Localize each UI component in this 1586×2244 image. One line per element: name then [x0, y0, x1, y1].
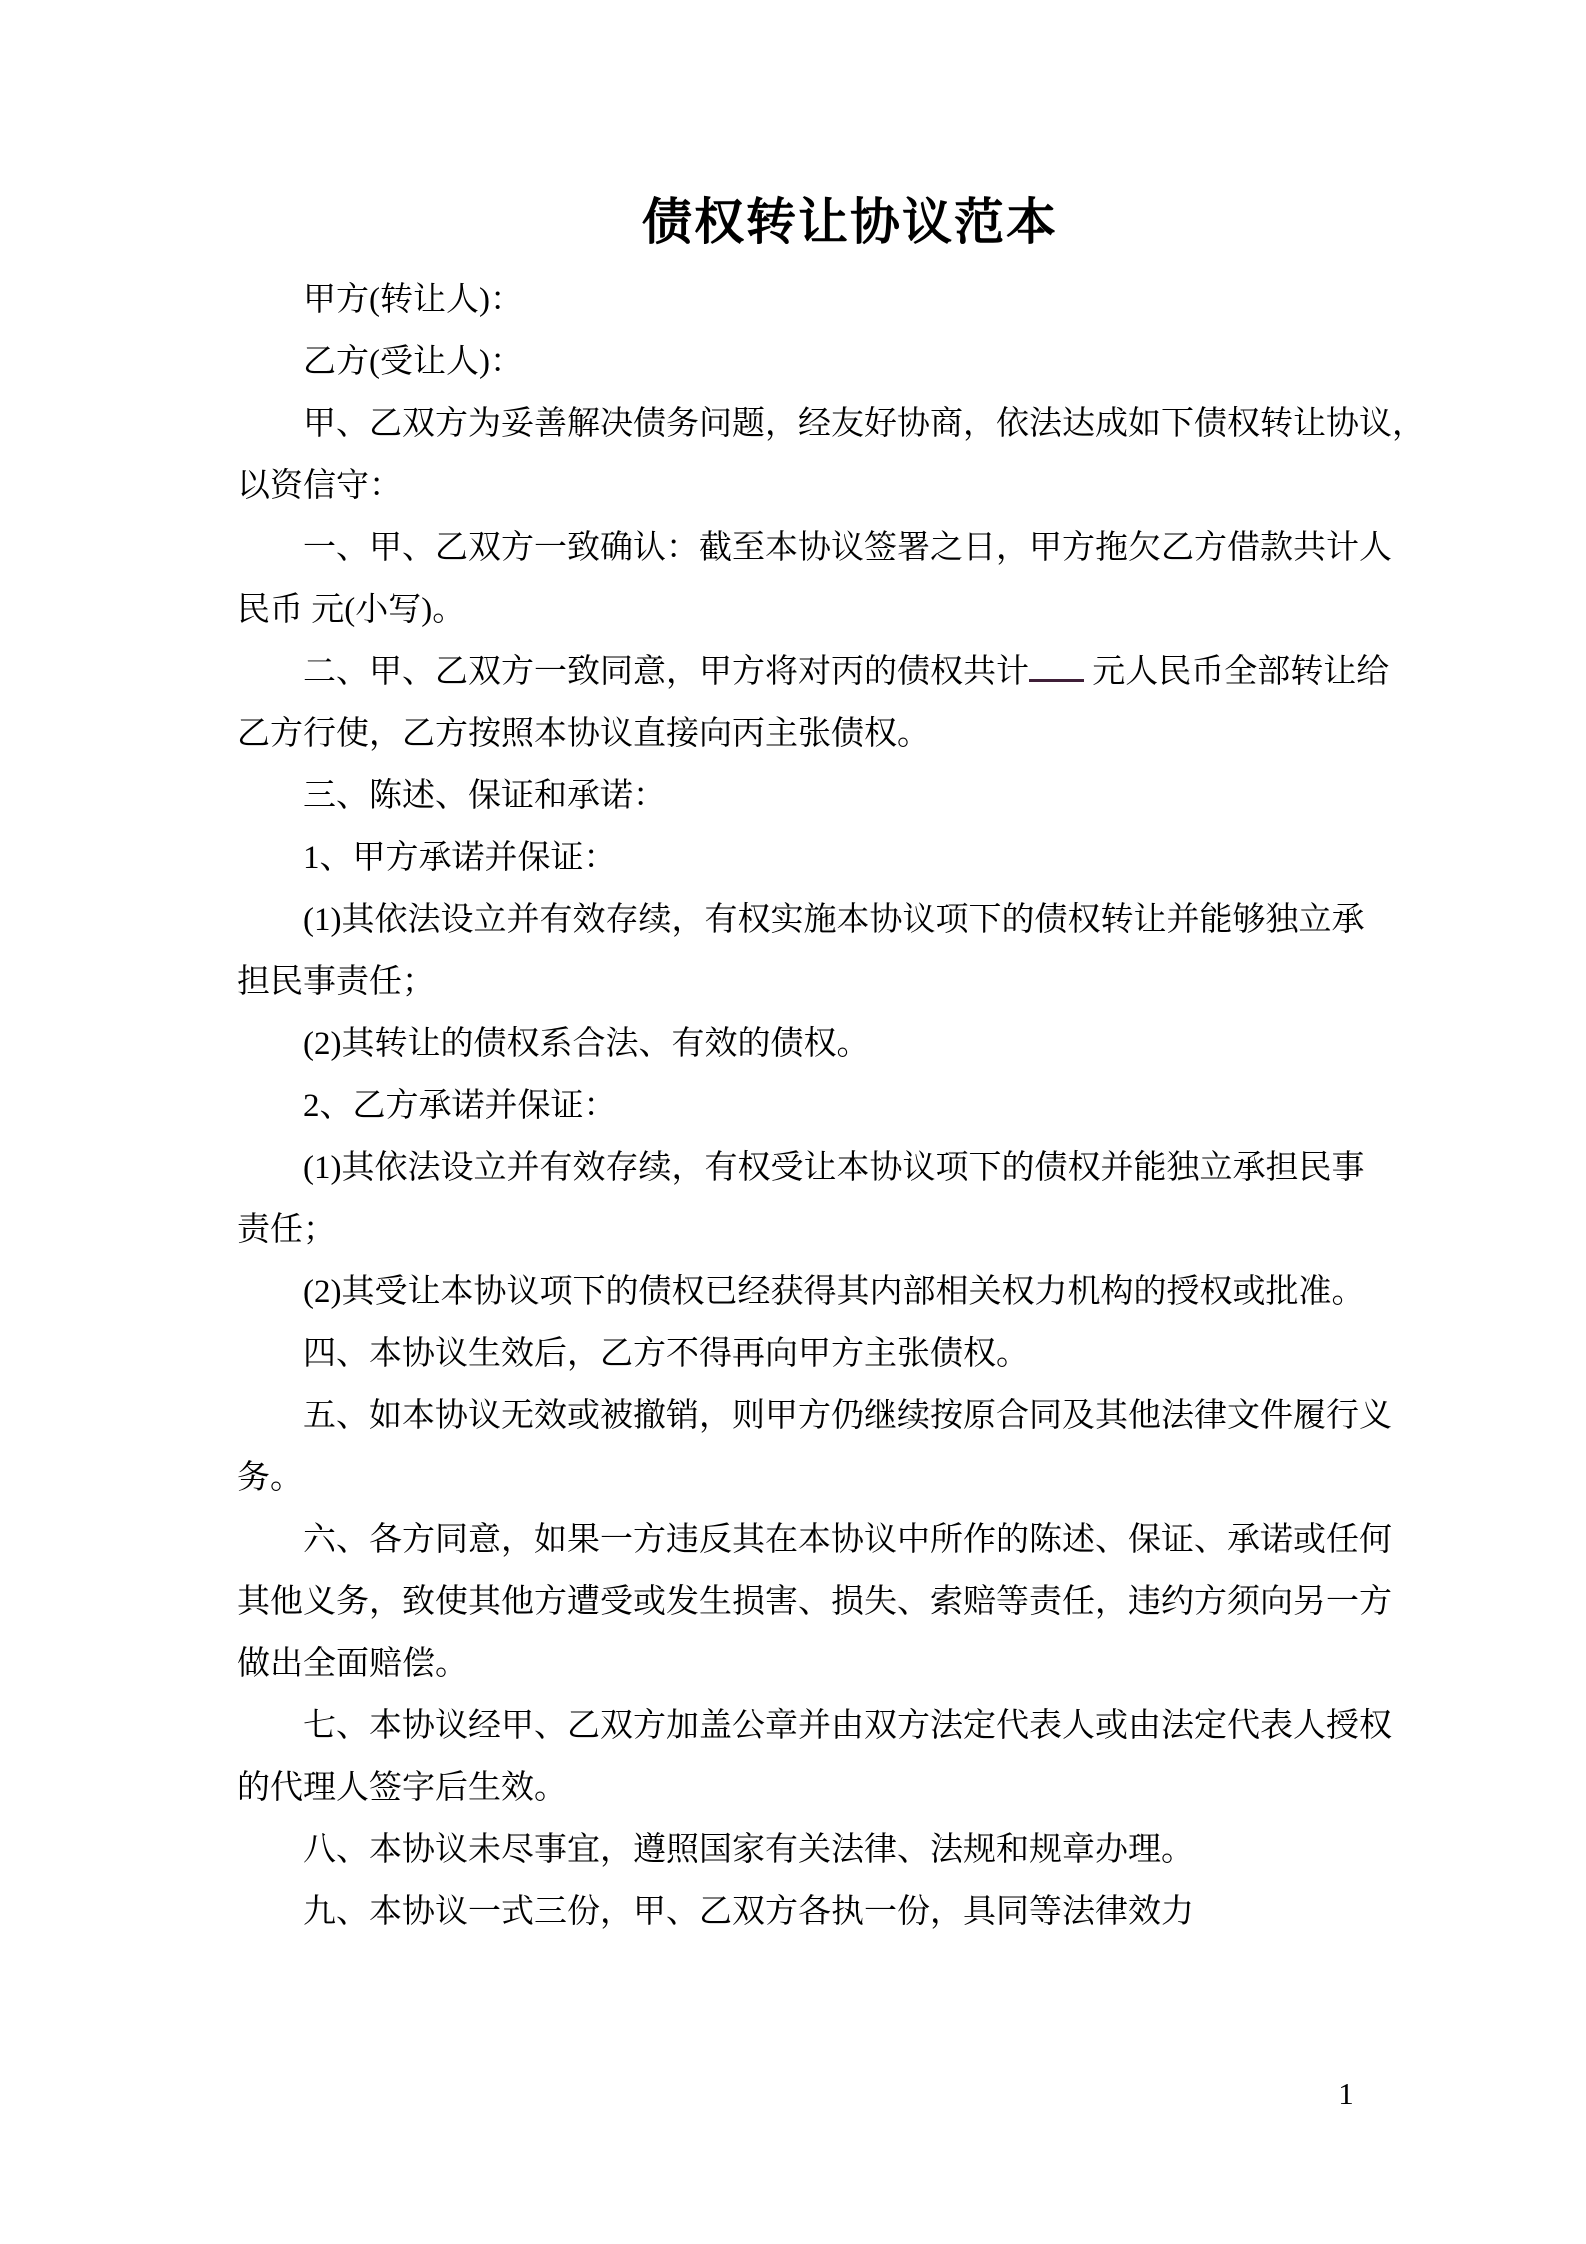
document-line: 务。 [237, 1460, 303, 1496]
document-line: 三、陈述、保证和承诺： [303, 778, 666, 814]
document-line: 五、如本协议无效或被撤销，则甲方仍继续按原合同及其他法律文件履行义 [303, 1398, 1392, 1434]
document-line: 乙方行使，乙方按照本协议直接向丙主张债权。 [237, 716, 930, 752]
document-line: 2、乙方承诺并保证： [303, 1088, 617, 1124]
document-line: 九、本协议一式三份，甲、乙双方各执一份，具同等法律效力 [303, 1894, 1194, 1930]
document-line: 做出全面赔偿。 [237, 1646, 468, 1682]
document-line: 一、甲、乙双方一致确认：截至本协议签署之日，甲方拖欠乙方借款共计人 [303, 530, 1392, 566]
document-line: 的代理人签字后生效。 [237, 1770, 567, 1806]
document-title: 债权转让协议范本 [642, 194, 1058, 250]
document-line: 八、本协议未尽事宜，遵照国家有关法律、法规和规章办理。 [303, 1832, 1194, 1868]
document-line: 以资信守： [237, 468, 402, 504]
document-line: 六、各方同意，如果一方违反其在本协议中所作的陈述、保证、承诺或任何 [303, 1522, 1392, 1558]
document-line: 担民事责任； [237, 964, 435, 1000]
document-line: 责任； [237, 1212, 336, 1248]
document-line: 乙方(受让人)： [303, 344, 523, 380]
document-line: 七、本协议经甲、乙双方加盖公章并由双方法定代表人或由法定代表人授权 [303, 1708, 1392, 1744]
document-line: 二、甲、乙双方一致同意，甲方将对丙的债权共计 元人民币全部转让给 [303, 654, 1390, 690]
page-number: 1 [1338, 2076, 1354, 2111]
fill-in-blank-underline [1029, 675, 1084, 682]
document-line: 甲、乙双方为妥善解决债务问题，经友好协商，依法达成如下债权转让协议， [303, 406, 1425, 442]
document-line: 甲方(转让人)： [303, 282, 523, 318]
document-line: (1)其依法设立并有效存续，有权受让本协议项下的债权并能独立承担民事 [303, 1150, 1365, 1186]
document-line: 四、本协议生效后，乙方不得再向甲方主张债权。 [303, 1336, 1029, 1372]
document-line: 1、甲方承诺并保证： [303, 840, 617, 876]
document-line: (1)其依法设立并有效存续，有权实施本协议项下的债权转让并能够独立承 [303, 902, 1365, 938]
document-line: (2)其转让的债权系合法、有效的债权。 [303, 1026, 870, 1062]
document-line: (2)其受让本协议项下的债权已经获得其内部相关权力机构的授权或批准。 [303, 1274, 1365, 1310]
document-line: 民币 元(小写)。 [237, 592, 466, 628]
document-line: 其他义务，致使其他方遭受或发生损害、损失、索赔等责任，违约方须向另一方 [237, 1584, 1392, 1620]
